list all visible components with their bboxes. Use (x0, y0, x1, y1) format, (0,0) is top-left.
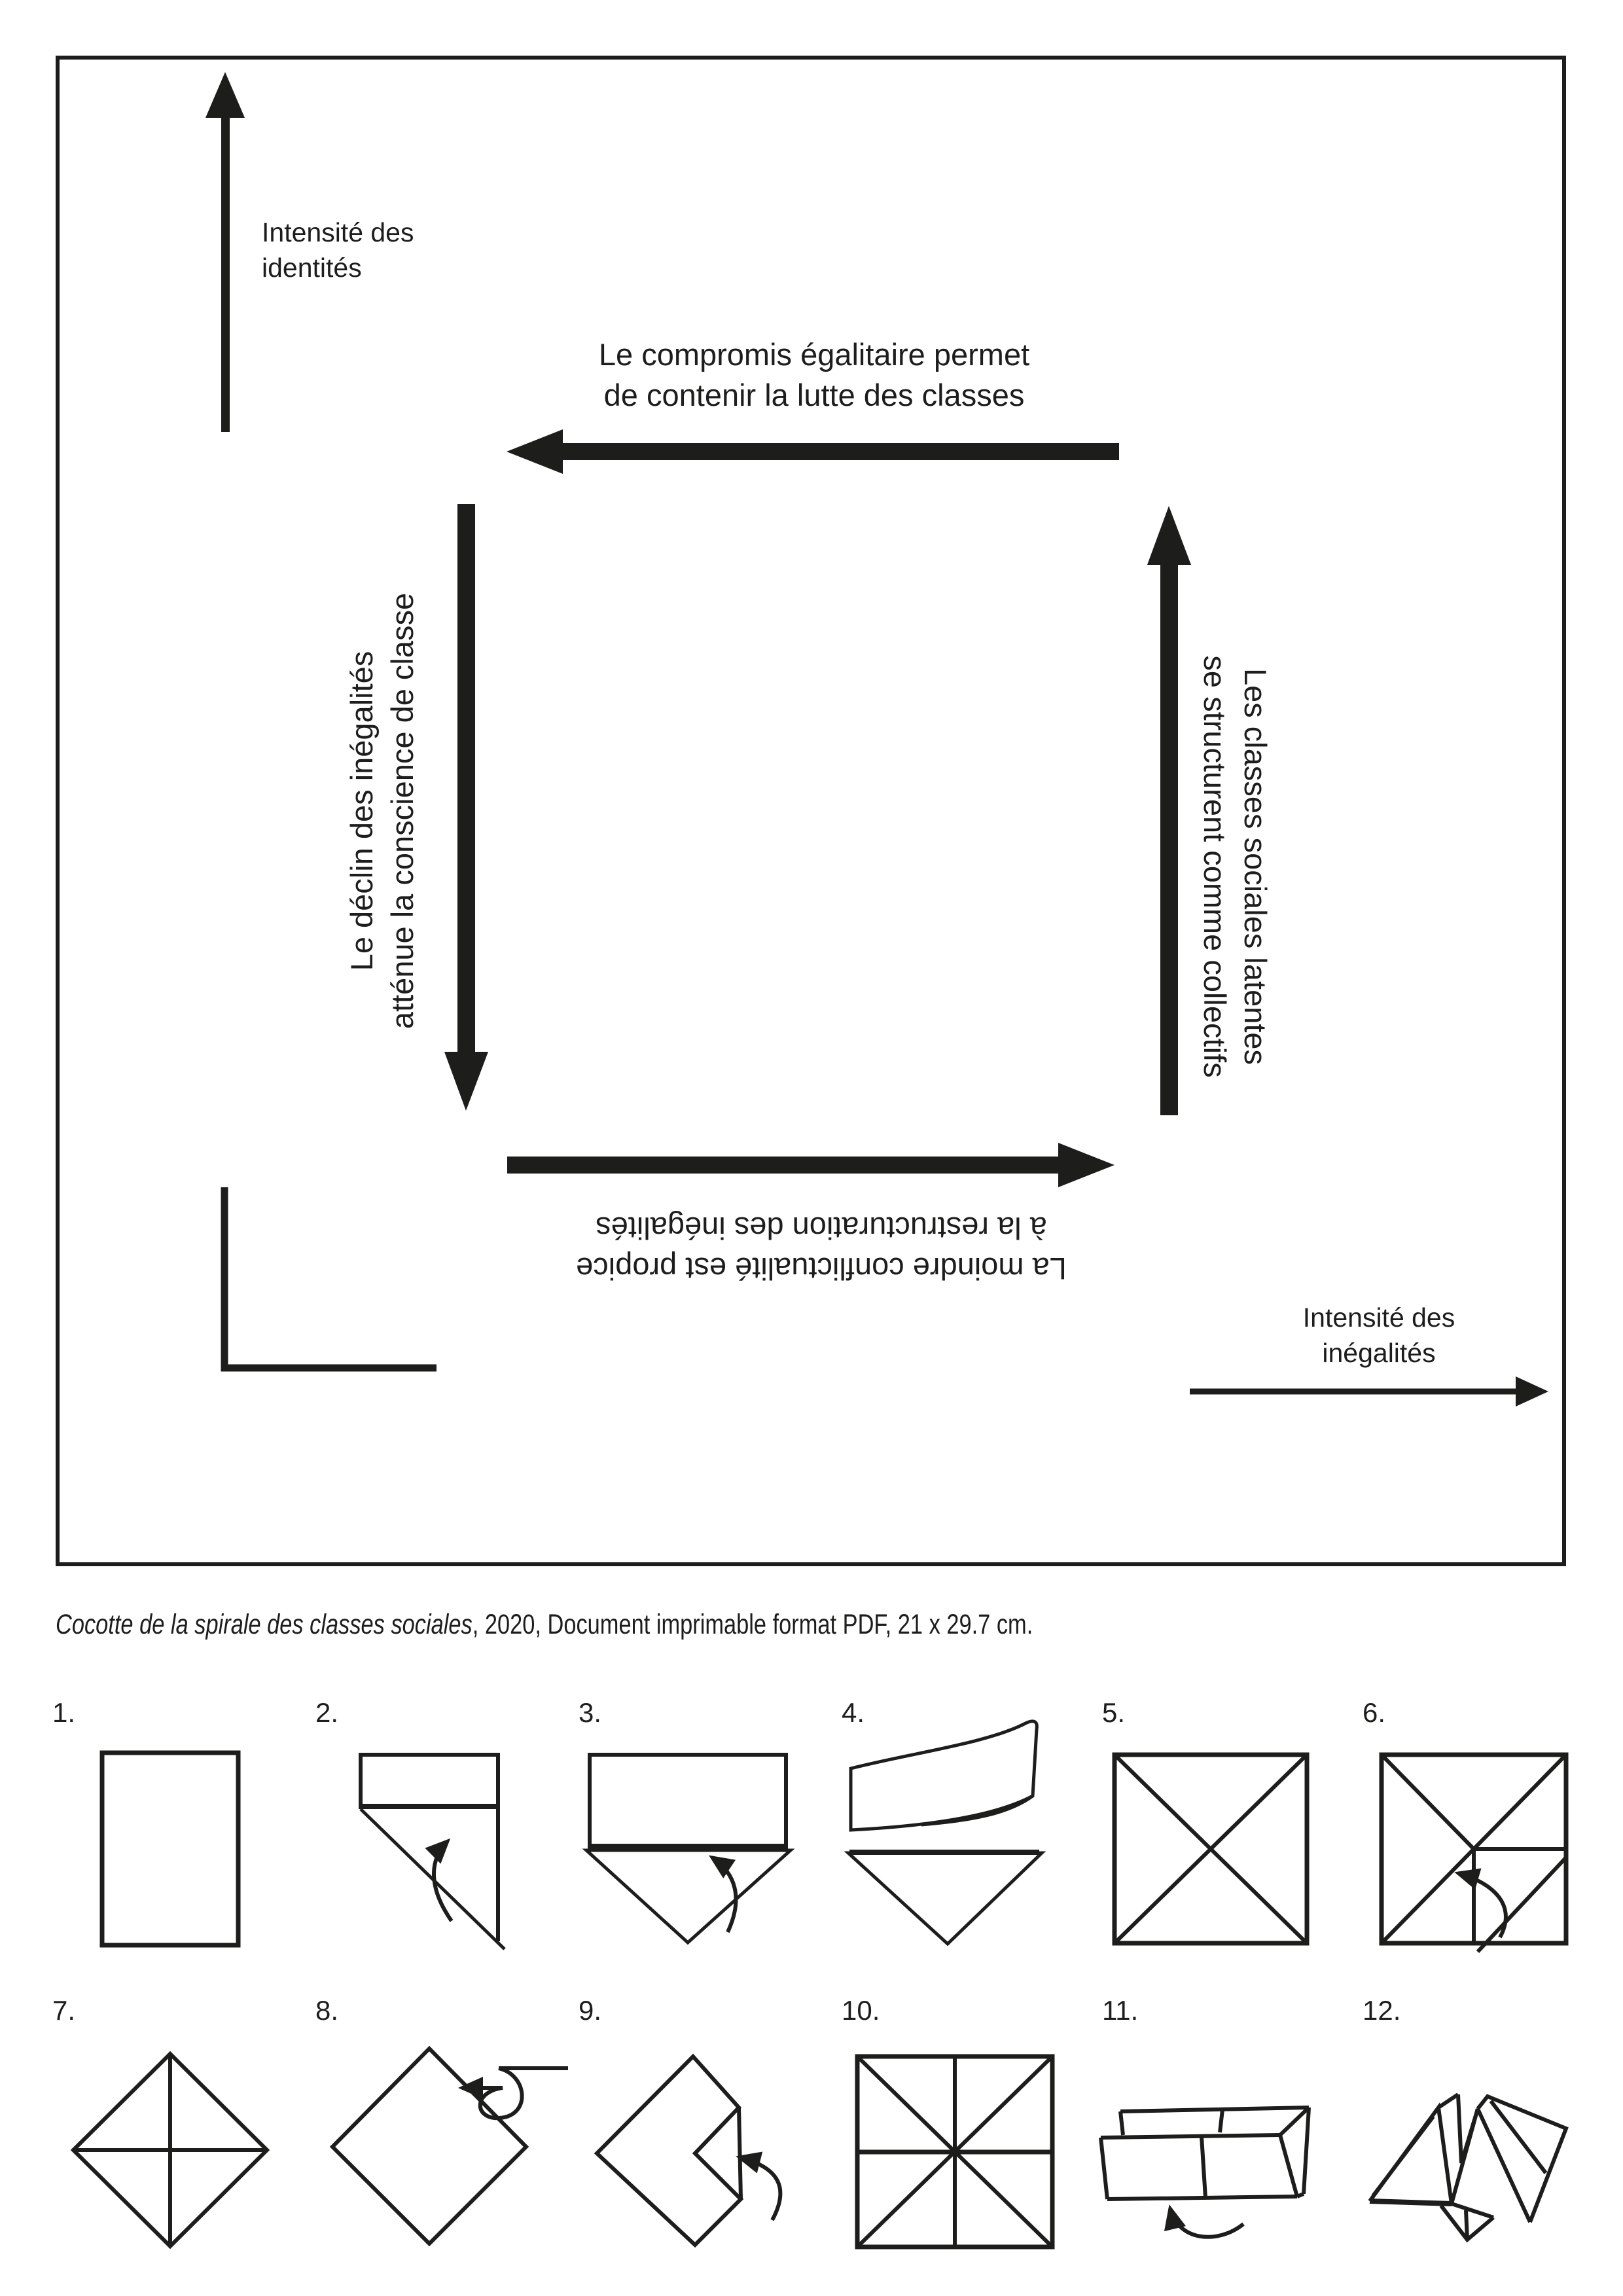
step5-drawing (1115, 1755, 1307, 1943)
step-number-10: 10. (842, 1995, 880, 2026)
step4-drawing (848, 1721, 1042, 1944)
right-arrow-label (1194, 655, 1275, 1077)
top-arrow-label-line1: Le compromis égalitaire permet (598, 337, 1030, 372)
step2-drawing (359, 1755, 505, 1949)
step11-drawing (1101, 2108, 1309, 2237)
x-axis-label-line2: inégalités (1322, 1338, 1436, 1368)
step-number-1: 1. (52, 1697, 76, 1728)
step-number-3: 3. (579, 1697, 602, 1728)
step-number-6: 6. (1363, 1697, 1386, 1728)
artwork-caption-details: , 2020, Document imprimable format PDF, 21 x 29.7 cm. (472, 1609, 1033, 1640)
y-axis-label (262, 215, 414, 285)
bottom-arrow-label (576, 1208, 1067, 1289)
step6-drawing (1382, 1755, 1566, 1952)
left-arrow-label (342, 593, 423, 1029)
step12-drawing (1370, 2094, 1566, 2240)
step-number-8: 8. (315, 1995, 339, 2026)
bottom-arrow-label-line2: à la restructuration des inégalités (596, 1211, 1047, 1246)
left-arrow-label-line2: atténue la conscience de classe (385, 592, 419, 1030)
x-axis-label (1303, 1300, 1455, 1371)
right-arrow-label-line1: Les classes sociales latentes (1238, 668, 1273, 1066)
step1-drawing (102, 1753, 238, 1945)
cycle-arrow-up-pointing (1147, 506, 1191, 1115)
right-arrow-label-line2: se structurent comme collectifs (1198, 655, 1232, 1078)
cycle-arrow-left-pointing (507, 429, 1119, 474)
step-number-9: 9. (579, 1995, 602, 2026)
step9-drawing (597, 2056, 780, 2245)
y-axis-arrow-up (205, 72, 245, 432)
step-number-7: 7. (52, 1995, 76, 2026)
step-number-4: 4. (842, 1697, 865, 1728)
step8-drawing (332, 2049, 568, 2244)
left-arrow-label-line1: Le déclin des inégalités (344, 651, 379, 971)
step10-drawing (857, 2056, 1052, 2247)
artwork-title: Cocotte de la spirale des classes sociales (56, 1609, 473, 1640)
y-axis-label-line2: identités (262, 253, 362, 283)
y-axis-label-line1: Intensité des (262, 217, 414, 247)
step3-drawing (586, 1755, 791, 1943)
artwork-caption (56, 1609, 1033, 1641)
step-number-11: 11. (1102, 1995, 1139, 2026)
step-number-12: 12. (1363, 1995, 1401, 2026)
axes-corner (224, 1187, 437, 1368)
x-axis-label-line1: Intensité des (1302, 1302, 1455, 1333)
cycle-arrow-down-pointing (444, 504, 488, 1111)
step7-drawing (73, 2054, 267, 2246)
step-number-5: 5. (1102, 1697, 1126, 1728)
top-arrow-label-line2: de contenir la lutte des classes (603, 378, 1025, 412)
step-number-2: 2. (315, 1697, 339, 1728)
top-arrow-label (599, 334, 1029, 416)
bottom-arrow-label-line1: La moindre conflictualité est propice (576, 1251, 1067, 1286)
cycle-arrow-right-pointing (507, 1143, 1115, 1187)
x-axis-arrow-right (1190, 1376, 1548, 1407)
